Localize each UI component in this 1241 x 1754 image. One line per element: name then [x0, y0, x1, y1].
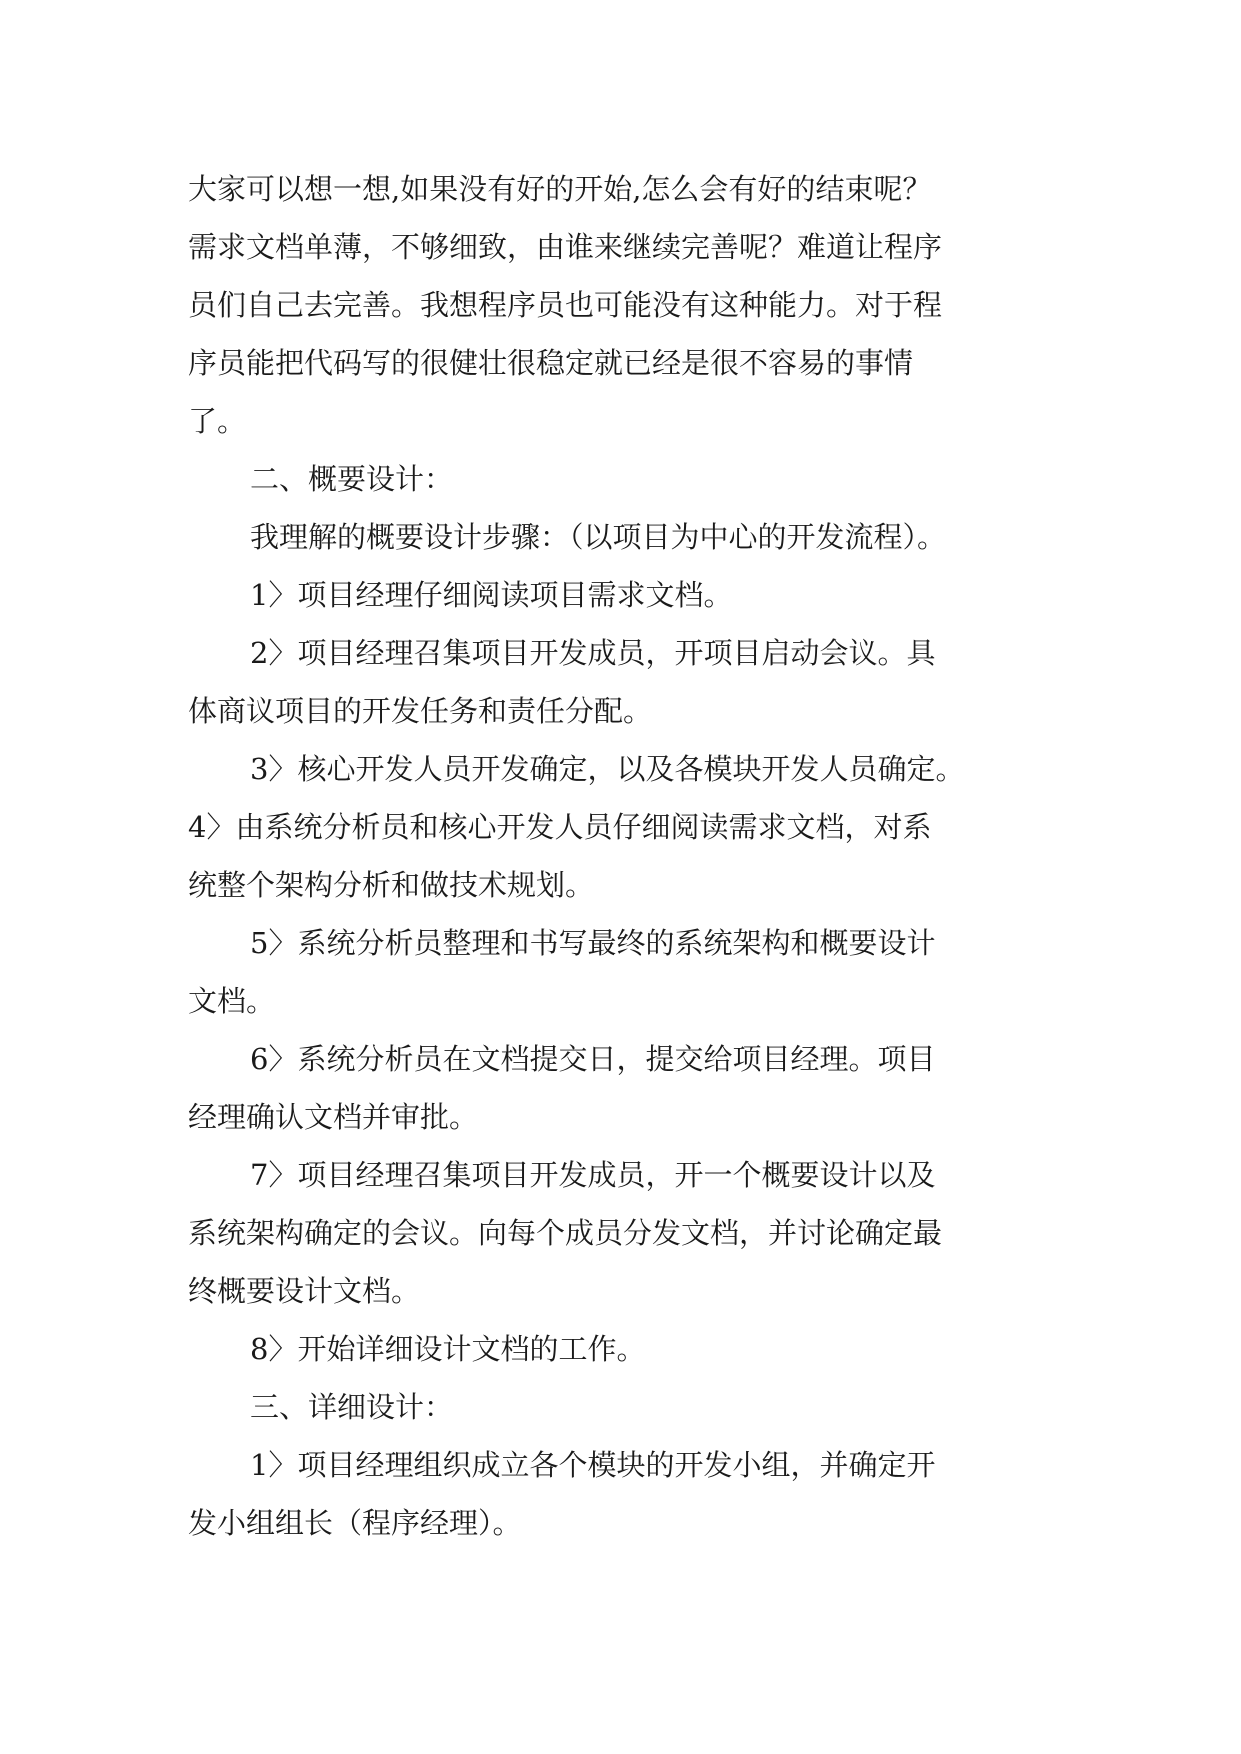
paragraph-line: 员们自己去完善。我想程序员也可能没有这种能力。对于程 — [188, 288, 943, 322]
list-item: 7〉项目经理召集项目开发成员，开一个概要设计以及 — [250, 1158, 936, 1192]
list-item-continuation: 发小组组长（程序经理）。 — [188, 1506, 522, 1540]
section-heading: 二、概要设计： — [250, 462, 454, 496]
list-item-continuation: 系统架构确定的会议。向每个成员分发文档，并讨论确定最 — [188, 1216, 943, 1250]
list-item: 2〉项目经理召集项目开发成员，开项目启动会议。具 — [250, 636, 936, 670]
list-item: 1〉项目经理仔细阅读项目需求文档。 — [250, 578, 733, 612]
paragraph-line: 序员能把代码写的很健壮很稳定就已经是很不容易的事情 — [188, 346, 914, 380]
paragraph-line: 需求文档单薄，不够细致，由谁来继续完善呢？难道让程序 — [188, 230, 943, 264]
list-item-continuation: 文档。 — [188, 984, 276, 1018]
list-item-continuation: 经理确认文档并审批。 — [188, 1100, 479, 1134]
paragraph-line: 我理解的概要设计步骤：（以项目为中心的开发流程）。 — [250, 520, 947, 554]
paragraph-line: 了。 — [188, 404, 247, 438]
list-item-continuation: 体商议项目的开发任务和责任分配。 — [188, 694, 653, 728]
list-item: 8〉开始详细设计文档的工作。 — [250, 1332, 646, 1366]
list-item: 5〉系统分析员整理和书写最终的系统架构和概要设计 — [250, 926, 936, 960]
list-item: 3〉核心开发人员开发确定，以及各模块开发人员确定。 — [250, 752, 965, 786]
list-item: 6〉系统分析员在文档提交日，提交给项目经理。项目 — [250, 1042, 936, 1076]
list-item: 1〉项目经理组织成立各个模块的开发小组，并确定开 — [250, 1448, 936, 1482]
list-item: 4〉由系统分析员和核心开发人员仔细阅读需求文档，对系 — [188, 810, 932, 844]
paragraph-line: 大家可以想一想,如果没有好的开始,怎么会有好的结束呢？ — [188, 172, 932, 206]
list-item-continuation: 终概要设计文档。 — [188, 1274, 421, 1308]
section-heading: 三、详细设计： — [250, 1390, 454, 1424]
list-item-continuation: 统整个架构分析和做技术规划。 — [188, 868, 595, 902]
document-body — [188, 160, 1078, 1552]
